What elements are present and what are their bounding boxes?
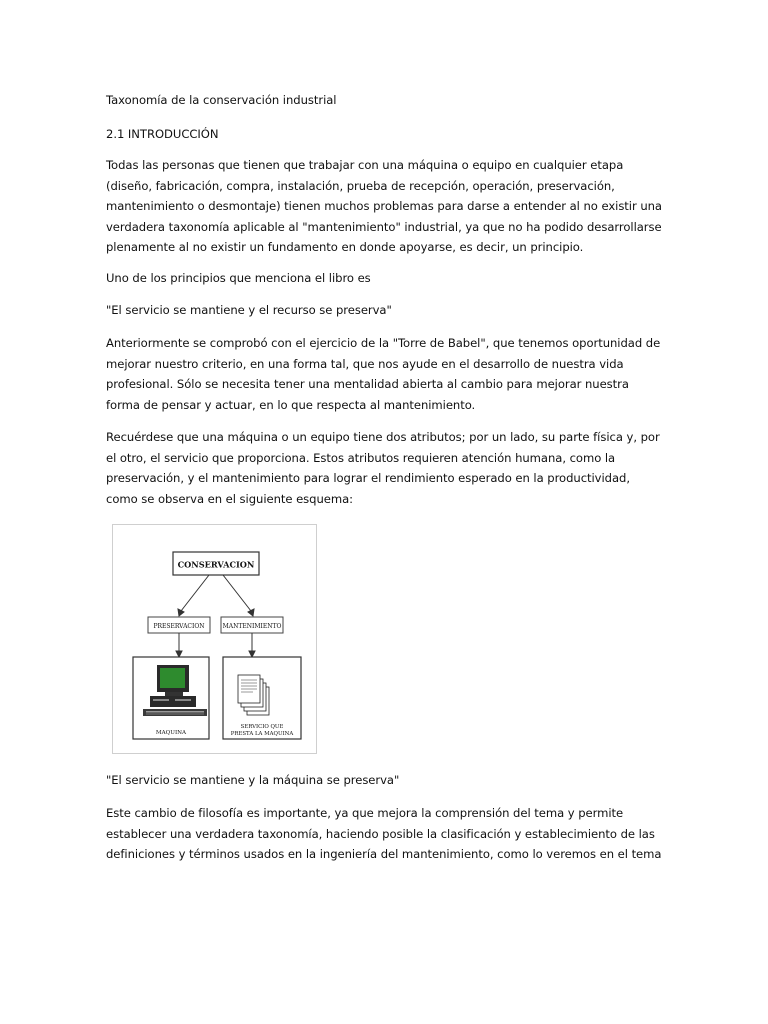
diagram-service-node bbox=[223, 657, 301, 739]
paragraph-intro: Todas las personas que tienen que trabajar con una máquina o equipo en cualquier etapa (diseño, fabricación, compra, instalación, prueba de recepción, operación, preservación, mantenimiento o desmontaje) tienen muchos problemas para darse a entender al no existir una verdadera taxonomía aplicable al "mantenimiento" industrial, ya que no ha podido desarrollarse plenamente al no existir un fundamento en donde apoyarse, es decir, un principio. bbox=[106, 158, 662, 254]
diagram-arrows-top bbox=[178, 575, 254, 616]
diagram-machine-node bbox=[133, 657, 209, 739]
document-title: Taxonomía de la conservación industrial bbox=[106, 93, 337, 107]
diagram-preservation-label: PRESERVACION bbox=[153, 623, 205, 630]
diagram-preservation-node bbox=[148, 617, 210, 633]
paragraph-principle: Uno de los principios que menciona el libro es bbox=[106, 271, 371, 285]
quote-machine: "El servicio se mantiene y la máquina se preserva" bbox=[106, 773, 400, 787]
diagram-machine-label: MAQUINA bbox=[155, 730, 187, 736]
section-heading: 2.1 INTRODUCCIÓN bbox=[106, 127, 219, 141]
paragraph-philosophy: Este cambio de filosofía es importante, ya que mejora la comprensión del tema y permite establecer una verdadera taxonomía, haciendo posible la clasificación y establecimiento de las definiciones y términos usados en la ingeniería del mantenimiento, como lo veremos en el tema bbox=[106, 806, 662, 861]
diagram-maintenance-node bbox=[221, 617, 283, 633]
diagram-maintenance-label: MANTENIMIENTO bbox=[222, 623, 282, 630]
diagram-root-node bbox=[173, 552, 259, 575]
diagram-service-label-line2: PRESTA LA MAQUINA bbox=[230, 731, 294, 737]
paragraph-attributes: Recuérdese que una máquina o un equipo tiene dos atributos; por un lado, su parte física y, por el otro, el servicio que proporciona. Estos atributos requieren atención humana, como la preservación, y el mantenimiento para lograr el rendimiento esperado en la productividad, como se observa en el siguiente esquema: bbox=[106, 430, 660, 506]
diagram-arrows-bottom bbox=[176, 633, 255, 657]
diagram-root-label: CONSERVACION bbox=[177, 559, 255, 570]
paragraph-babel: Anteriormente se comprobó con el ejercicio de la "Torre de Babel", que tenemos oportunidad de mejorar nuestro criterio, en una forma tal, que nos ayude en el desarrollo de nuestra vida profesional. Sólo se necesita tener una mentalidad abierta al cambio para mejorar nuestra forma de pensar y actuar, en lo que respecta al mantenimiento. bbox=[106, 336, 661, 412]
conservation-diagram bbox=[112, 524, 317, 754]
diagram-service-label-line1: SERVICIO QUE bbox=[240, 724, 284, 730]
quote-principle: "El servicio se mantiene y el recurso se preserva" bbox=[106, 303, 392, 317]
